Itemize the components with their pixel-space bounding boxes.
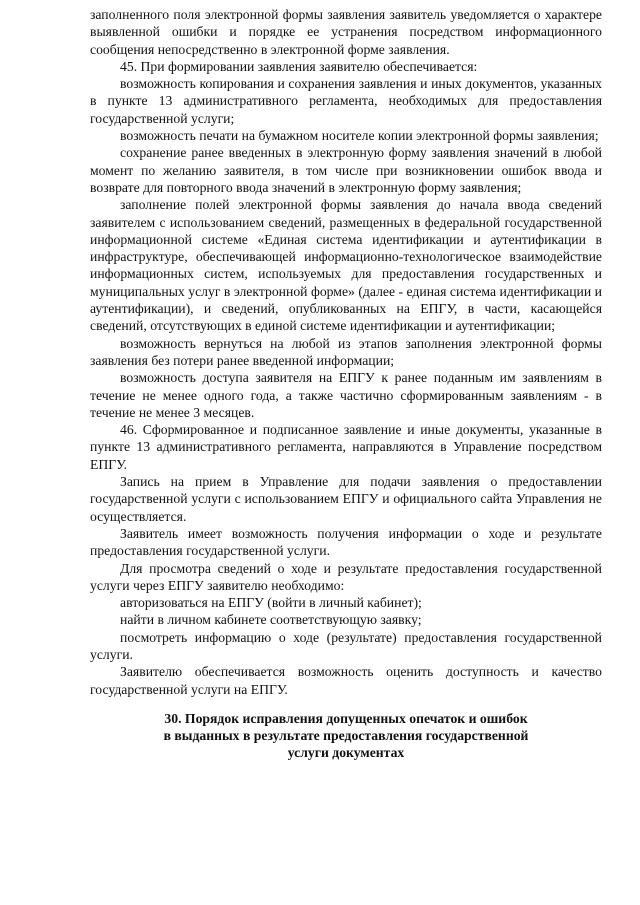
paragraph-quality-rating: Заявителю обеспечивается возможность оценить доступность и качество государственной услуги на ЕПГУ.	[90, 664, 602, 697]
paragraph-authorize: авторизоваться на ЕПГУ (войти в личный кабинет);	[120, 595, 422, 611]
paragraph-view-status: Для просмотра сведений о ходе и результате предоставления государственной услуги через ЕПГУ заявителю необходимо:	[90, 560, 602, 593]
section-heading-line-2: в выданных в результате предоставления государственной	[163, 728, 529, 744]
paragraph-copy-save: возможность копирования и сохранения заявления и иных документов, указанных в пункте 13 административного регламента, необходимых для предоставления государственной услуги;	[90, 76, 602, 126]
paragraph-view-progress: посмотреть информацию о ходе (результате) предоставления государственной услуги.	[90, 629, 602, 662]
section-heading-line-1: 30. Порядок исправления допущенных опечаток и ошибок	[164, 710, 528, 726]
paragraph-item-46: 46. Сформированное и подписанное заявление и иные документы, указанные в пункте 13 административного регламента, направляются в Управление посредством ЕПГУ.	[90, 422, 602, 472]
paragraph-appointment: Запись на прием в Управление для подачи заявления о предоставлении государственной услуги с использованием ЕПГУ и официального сайта Управления не осуществляется.	[90, 474, 602, 524]
paragraph-form-error-notice: заполненного поля электронной формы заявления заявитель уведомляется о характере выявленной ошибки и порядке ее устранения посредством информационного сообщения непосредственно в электронной форме заявления.	[90, 7, 602, 57]
paragraph-return-step: возможность вернуться на любой из этапов заполнения электронной формы заявления без потери ранее введенной информации;	[90, 335, 602, 368]
paragraph-status-info: Заявитель имеет возможность получения информации о ходе и результате предоставления государственной услуги.	[90, 525, 602, 559]
paragraph-print: возможность печати на бумажном носителе копии электронной формы заявления;	[120, 128, 599, 144]
paragraph-save-values: сохранение ранее введенных в электронную форму заявления значений в любой момент по желанию заявителя, в том числе при возникновении ошибок ввода и возврате для повторного ввода значений в электронную форму заявления;	[90, 145, 602, 195]
paragraph-item-45: 45. При формировании заявления заявителю обеспечивается:	[120, 58, 478, 74]
document-body	[90, 6, 602, 762]
section-heading-30	[90, 710, 602, 762]
paragraph-autofill: заполнение полей электронной формы заявления до начала ввода сведений заявителем с использованием сведений, размещенных в федеральной государственной информационной системе «Единая система идентификации и аутентификации в инфраструктуре, обеспечивающей информационно-технологическое взаимодействие информационных систем, используемых для предоставления государственных и муниципальных услуг в электронной форме» (далее - единая система идентификации и аутентификации), и сведений, опубликованных на ЕПГУ, в части, касающейся сведений, отсутствующих в единой системе идентификации и аутентификации;	[90, 197, 602, 334]
paragraph-access-applications: возможность доступа заявителя на ЕПГУ к ранее поданным им заявлениям в течение не менее одного года, а также частично сформированным заявлениям - в течение не менее 3 месяцев.	[90, 370, 602, 420]
section-heading-line-3: услуги документах	[287, 745, 405, 761]
paragraph-find-request: найти в личном кабинете соответствующую заявку;	[120, 612, 422, 628]
